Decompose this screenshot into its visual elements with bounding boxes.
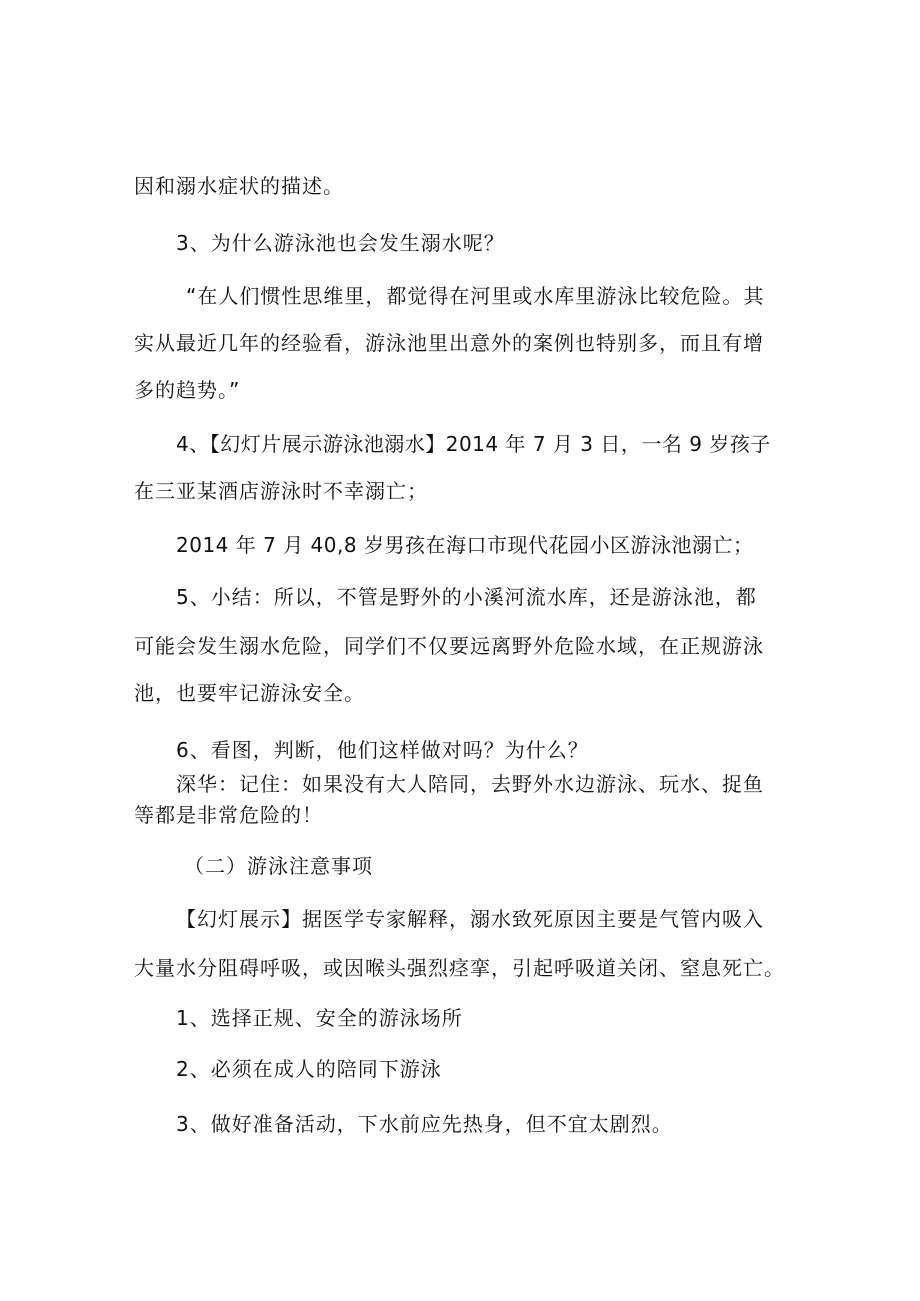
list-item: 1、选择正规、安全的游泳场所	[176, 1006, 463, 1030]
text-line: 可能会发生溺水危险，同学们不仅要远离野外危险水域，在正规游泳	[134, 634, 764, 658]
quote-line: 实从最近几年的经验看，游泳池里出意外的案例也特别多，而且有增	[134, 331, 764, 355]
text-line: 在三亚某酒店游泳时不幸溺亡；	[134, 479, 428, 503]
text-line: 因和溺水症状的描述。	[134, 174, 344, 198]
list-item-heading: 5、小结：所以，不管是野外的小溪河流水库，还是游泳池，都	[176, 585, 757, 609]
list-item: 3、做好准备活动，下水前应先热身，但不宜太剧烈。	[176, 1112, 673, 1136]
text-line: 等都是非常危险的！	[134, 803, 323, 827]
list-item-heading: 3、为什么游泳池也会发生溺水呢？	[176, 231, 505, 255]
text-line: 深华：记住：如果没有大人陪同，去野外水边游泳、玩水、捉鱼	[176, 772, 764, 796]
list-item-heading: 4、【幻灯片展示游泳池溺水】2014 年 7 月 3 日，一名 9 岁孩子	[176, 432, 771, 456]
text-line: 大量水分阻碍呼吸，或因喉头强烈痉挛，引起呼吸道关闭、窒息死亡。	[134, 956, 785, 980]
text-line: 【幻灯展示】据医学专家解释，溺水致死原因主要是气管内吸入	[176, 907, 764, 931]
quote-line: 多的趋势。”	[134, 378, 241, 402]
list-item-heading: 6、看图，判断，他们这样做对吗？为什么？	[176, 738, 589, 762]
text-line: 2014 年 7 月 40,8 岁男孩在海口市现代花园小区游泳池溺亡；	[176, 533, 754, 557]
section-heading: （二）游泳注意事项	[184, 854, 373, 878]
list-item: 2、必须在成人的陪同下游泳	[176, 1057, 442, 1081]
quote-line: “在人们惯性思维里，都觉得在河里或水库里游泳比较危险。其	[186, 284, 765, 308]
text-line: 池，也要牢记游泳安全。	[134, 681, 365, 705]
